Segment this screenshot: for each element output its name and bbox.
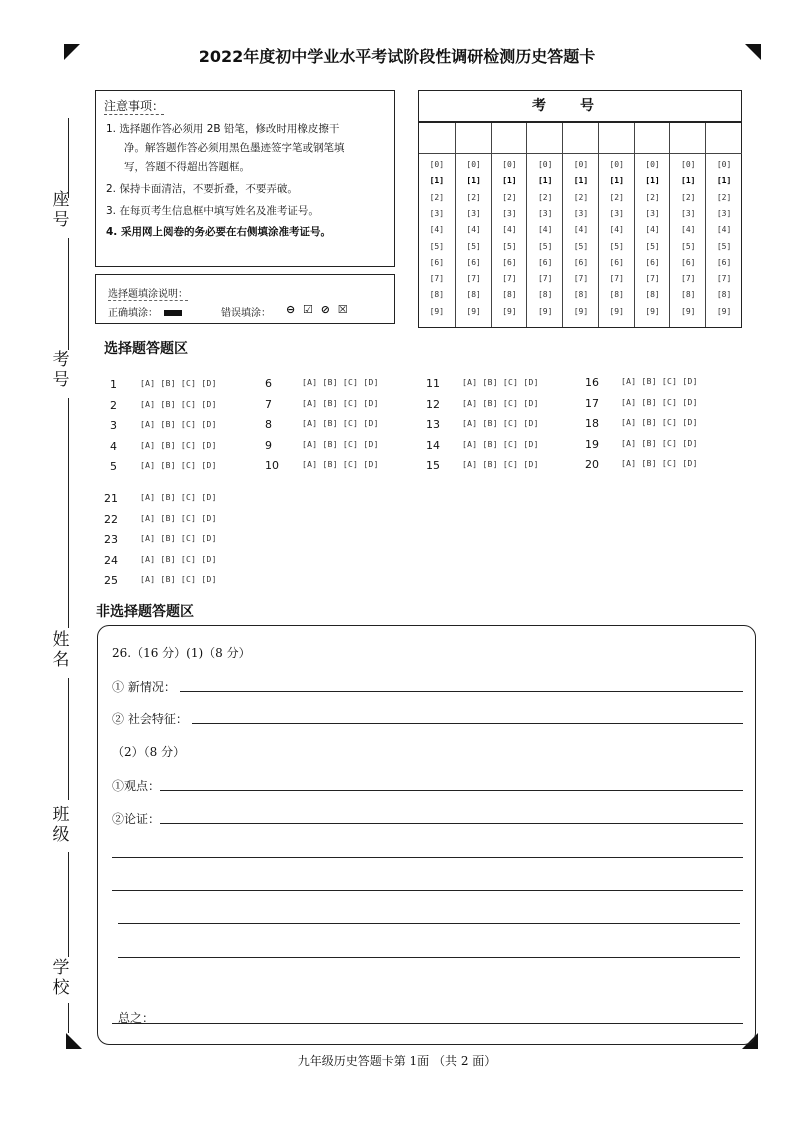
exam-number-bubble[interactable]: [7] (573, 274, 589, 284)
question-number: 23 (104, 533, 118, 547)
exam-number-box (418, 90, 742, 328)
exam-number-column[interactable] (455, 123, 492, 327)
exam-number-bubble[interactable]: [5] (466, 241, 481, 251)
exam-number-bubble[interactable]: [2] (716, 192, 732, 202)
exam-number-column[interactable] (491, 123, 528, 327)
viewpoint-label: ①观点： (112, 779, 161, 793)
exam-number-bubble[interactable]: [7] (716, 274, 732, 284)
answer-options[interactable]: [A] [B] [C] [D] (462, 378, 539, 387)
question-number: 18 (585, 417, 599, 431)
exam-number-column[interactable] (526, 123, 563, 327)
non-choice-section-heading: 非选择题答题区 (96, 604, 194, 620)
exam-number-bubble[interactable]: [4] (681, 225, 696, 235)
exam-number-bubble[interactable]: [6] (645, 257, 660, 267)
exam-number-bubble[interactable]: [1] (466, 176, 481, 186)
exam-number-bubble[interactable]: [9] (681, 306, 696, 316)
exam-number-bubble[interactable]: [1] (609, 176, 624, 186)
exam-number-bubble[interactable]: [9] (609, 306, 624, 316)
exam-number-heading: 考号 (419, 91, 741, 123)
answer-line (192, 723, 743, 724)
exam-number-bubble[interactable]: [3] (681, 208, 696, 218)
argument-label: ②论证： (112, 812, 161, 826)
exam-number-bubble[interactable]: [6] (716, 257, 732, 267)
exam-number-bubble[interactable]: [5] (429, 241, 445, 251)
exam-number-bubble[interactable]: [6] (681, 257, 696, 267)
answer-options[interactable]: [A] [B] [C] [D] (302, 378, 379, 387)
exam-number-bubble[interactable]: [8] (716, 290, 732, 300)
conclusion-label: 总之： (118, 1011, 155, 1025)
exam-number-write-cell[interactable] (492, 123, 528, 154)
exam-number-bubble[interactable]: [4] (537, 225, 553, 235)
exam-number-bubble[interactable]: [1] (573, 176, 589, 186)
question-number: 19 (585, 437, 599, 451)
exam-number-bubble[interactable]: [9] (573, 306, 589, 316)
exam-number-bubble[interactable]: [0] (537, 160, 553, 169)
answer-options[interactable]: [A] [B] [C] [D] (140, 513, 217, 523)
question-number: 8 (265, 418, 272, 432)
exam-number-bubble[interactable]: [7] (466, 274, 481, 284)
exam-number-bubble[interactable]: [4] (645, 225, 660, 235)
exam-number-bubble[interactable]: [6] (502, 257, 517, 267)
question-number: 4 (110, 439, 117, 453)
question-number: 5 (110, 460, 117, 474)
exam-number-bubble[interactable]: [2] (573, 192, 589, 202)
social-feature-label: ② 社会特征： (112, 712, 188, 726)
answer-options[interactable]: [A] [B] [C] [D] (462, 419, 539, 429)
exam-number-bubble[interactable]: [0] (609, 160, 624, 169)
exam-number-bubble[interactable]: [6] (537, 257, 553, 267)
exam-number-bubble[interactable]: [0] (681, 160, 696, 169)
exam-number-bubble[interactable]: [0] (573, 160, 589, 169)
answer-options[interactable]: [A] [B] [C] [D] (302, 419, 379, 429)
answer-line (112, 890, 743, 891)
question-number: 3 (110, 419, 117, 433)
filled-mark-icon (164, 310, 182, 316)
question-number: 24 (104, 553, 118, 567)
side-divider (68, 852, 69, 957)
side-field-name: 姓名 (52, 630, 70, 670)
exam-number-bubble[interactable]: [9] (645, 306, 660, 316)
exam-number-bubble[interactable]: [9] (716, 306, 732, 316)
exam-number-bubble[interactable]: [4] (716, 225, 732, 235)
side-divider (68, 398, 69, 628)
answer-options[interactable]: [A] [B] [C] [D] (140, 461, 217, 471)
exam-number-bubble[interactable]: [3] (429, 208, 445, 218)
answer-options[interactable]: [A] [B] [C] [D] (462, 398, 539, 408)
exam-number-bubble[interactable]: [8] (681, 290, 696, 300)
side-divider (68, 678, 69, 800)
answer-options[interactable]: [A] [B] [C] [D] (140, 575, 217, 585)
exam-number-bubble[interactable]: [3] (609, 208, 624, 218)
answer-line (112, 1023, 743, 1024)
exam-number-bubble[interactable]: [1] (645, 176, 660, 186)
exam-number-bubble[interactable]: [5] (537, 241, 553, 251)
exam-number-bubble[interactable]: [2] (645, 192, 660, 202)
exam-number-bubble[interactable]: [0] (466, 160, 481, 169)
question-number: 14 (426, 438, 440, 452)
answer-options[interactable]: [A] [B] [C] [D] (302, 398, 379, 408)
exam-number-column[interactable] (669, 123, 706, 327)
exam-number-bubble[interactable]: [5] (716, 241, 732, 251)
question-number: 20 (585, 458, 599, 472)
exam-number-bubble[interactable]: [9] (466, 306, 481, 316)
exam-number-bubble[interactable]: [3] (502, 208, 517, 218)
side-divider (68, 238, 69, 350)
question-number: 7 (265, 397, 272, 411)
answer-line (160, 823, 743, 824)
exam-number-bubble[interactable]: [5] (609, 241, 624, 251)
exam-number-bubble[interactable]: [0] (645, 160, 660, 169)
answer-line (180, 691, 743, 692)
corner-mark-bottom-left (66, 1033, 82, 1049)
answer-options[interactable]: [A] [B] [C] [D] (140, 493, 217, 502)
answer-options[interactable]: [A] [B] [C] [D] (302, 460, 379, 470)
exam-number-bubble[interactable]: [7] (429, 274, 445, 284)
notice-box (95, 90, 395, 267)
answer-line (112, 857, 743, 858)
exam-number-bubble[interactable]: [6] (609, 257, 624, 267)
notice-item: 3. 在每页考生信息框中填写姓名及准考证号。 (106, 205, 319, 217)
answer-options[interactable]: [A] [B] [C] [D] (140, 554, 217, 564)
notice-item: 2. 保持卡面清洁，不要折叠，不要弄破。 (106, 183, 298, 195)
exam-number-bubble[interactable]: [1] (716, 176, 732, 186)
answer-line (160, 790, 743, 791)
side-field-seat: 座号 (52, 190, 70, 230)
question-number: 25 (104, 574, 118, 588)
question-number: 21 (104, 492, 118, 505)
exam-number-write-cell[interactable] (456, 123, 492, 154)
exam-number-write-cell[interactable] (635, 123, 671, 154)
side-divider (68, 1003, 69, 1033)
exam-number-bubble[interactable]: [4] (429, 225, 445, 235)
exam-number-write-cell[interactable] (563, 123, 599, 154)
exam-number-column[interactable] (419, 123, 455, 327)
answer-options[interactable]: [A] [B] [C] [D] (621, 438, 698, 448)
exam-number-bubble[interactable]: [5] (502, 241, 517, 251)
exam-number-bubble[interactable]: [5] (573, 241, 589, 251)
exam-number-bubble[interactable]: [2] (502, 192, 517, 202)
exam-number-bubble[interactable]: [6] (573, 257, 589, 267)
exam-number-bubble[interactable]: [5] (645, 241, 660, 251)
part2-header: （2）（8 分） (112, 745, 186, 759)
question-number: 10 (265, 459, 279, 473)
exam-number-bubble[interactable]: [8] (429, 290, 445, 300)
exam-number-bubble[interactable]: [3] (537, 208, 553, 218)
exam-number-bubble[interactable]: [9] (502, 306, 517, 316)
side-field-school: 学校 (52, 958, 70, 998)
question-number: 17 (585, 396, 599, 410)
question-number: 12 (426, 397, 440, 411)
exam-number-bubble[interactable]: [1] (502, 176, 517, 186)
exam-number-bubble[interactable]: [2] (429, 192, 445, 202)
exam-number-write-cell[interactable] (670, 123, 706, 154)
answer-options[interactable]: [A] [B] [C] [D] (302, 439, 379, 449)
exam-number-bubble[interactable]: [1] (537, 176, 553, 186)
q26-header: 26.（16 分）(1)（8 分） (112, 646, 251, 660)
exam-number-column[interactable] (634, 123, 671, 327)
answer-options[interactable]: [A] [B] [C] [D] (462, 460, 539, 470)
exam-number-write-cell[interactable] (419, 123, 455, 154)
question-number: 16 (585, 376, 599, 389)
side-field-exam-number: 考号 (52, 350, 70, 390)
exam-number-bubble[interactable]: [7] (609, 274, 624, 284)
exam-number-column[interactable] (598, 123, 635, 327)
exam-number-bubble[interactable]: [7] (537, 274, 553, 284)
answer-options[interactable]: [A] [B] [C] [D] (621, 418, 698, 428)
notice-item: 4. 采用网上阅卷的务必要在右侧填涂准考证号。 (106, 226, 331, 238)
exam-number-bubble[interactable]: [0] (716, 160, 732, 169)
wrong-fill-label: 错误填涂： (221, 308, 271, 319)
question-number: 22 (104, 512, 118, 526)
answer-options[interactable]: [A] [B] [C] [D] (621, 377, 698, 386)
exam-number-write-cell[interactable] (527, 123, 563, 154)
answer-options[interactable]: [A] [B] [C] [D] (621, 397, 698, 407)
exam-number-column[interactable] (705, 123, 742, 327)
wrong-fill-marks: ⊖ ☑ ⊘ ☒ (286, 303, 350, 316)
exam-number-bubble[interactable]: [8] (573, 290, 589, 300)
choice-section-heading: 选择题答题区 (104, 341, 188, 357)
notice-item: 写，答题不得超出答题框。 (124, 161, 250, 173)
exam-number-bubble[interactable]: [3] (645, 208, 660, 218)
exam-number-bubble[interactable]: [7] (681, 274, 696, 284)
exam-number-column[interactable] (562, 123, 599, 327)
correct-fill-example: 正确填涂： (108, 304, 182, 319)
answer-options[interactable]: [A] [B] [C] [D] (140, 534, 217, 544)
exam-number-bubble[interactable]: [7] (502, 274, 517, 284)
exam-number-bubble[interactable]: [1] (681, 176, 696, 186)
exam-number-write-cell[interactable] (599, 123, 635, 154)
answer-line (118, 957, 740, 958)
exam-number-bubble[interactable]: [4] (609, 225, 624, 235)
exam-number-bubble[interactable]: [1] (429, 176, 445, 186)
exam-number-bubble[interactable]: [9] (537, 306, 553, 316)
exam-number-bubble[interactable]: [0] (429, 160, 445, 169)
question-number: 1 (110, 378, 117, 391)
exam-number-bubble[interactable]: [9] (429, 306, 445, 316)
fill-guide-heading: 选择题填涂说明： (108, 285, 188, 301)
exam-number-bubble[interactable]: [5] (681, 241, 696, 251)
new-situation-label: ① 新情况： (112, 680, 176, 694)
side-divider (68, 118, 69, 198)
notice-item: 净。解答题作答必须用黑色墨迹签字笔或钢笔填 (124, 142, 345, 154)
page-footer: 九年级历史答题卡第 1面 （共 2 面） (297, 1054, 497, 1068)
question-number: 2 (110, 398, 117, 412)
exam-number-bubble[interactable]: [0] (502, 160, 517, 169)
answer-options[interactable]: [A] [B] [C] [D] (462, 439, 539, 449)
question-number: 13 (426, 418, 440, 432)
exam-number-bubble[interactable]: [6] (429, 257, 445, 267)
question-number: 6 (265, 377, 272, 390)
exam-number-bubble[interactable]: [2] (466, 192, 481, 202)
answer-line (118, 923, 740, 924)
exam-number-bubble[interactable]: [2] (681, 192, 696, 202)
answer-options[interactable]: [A] [B] [C] [D] (621, 459, 698, 469)
exam-number-bubble[interactable]: [8] (502, 290, 517, 300)
exam-number-bubble[interactable]: [7] (645, 274, 660, 284)
exam-number-bubble[interactable]: [3] (716, 208, 732, 218)
exam-number-bubble[interactable]: [3] (466, 208, 481, 218)
fill-guide-box (95, 274, 395, 324)
question-number: 11 (426, 377, 440, 390)
exam-number-bubble[interactable]: [4] (573, 225, 589, 235)
answer-options[interactable]: [A] [B] [C] [D] (140, 420, 217, 430)
answer-options[interactable]: [A] [B] [C] [D] (140, 379, 217, 388)
side-field-class: 班级 (52, 805, 70, 845)
exam-number-bubble[interactable]: [2] (537, 192, 553, 202)
answer-options[interactable]: [A] [B] [C] [D] (140, 440, 217, 450)
exam-number-bubble[interactable]: [8] (645, 290, 660, 300)
notice-item: 1. 选择题作答必须用 2B 铅笔，修改时用橡皮擦干 (106, 123, 340, 135)
question-number: 15 (426, 459, 440, 473)
question-number: 9 (265, 438, 272, 452)
exam-number-bubble[interactable]: [3] (573, 208, 589, 218)
exam-number-write-cell[interactable] (706, 123, 742, 154)
answer-options[interactable]: [A] [B] [C] [D] (140, 399, 217, 409)
answer-box-q26[interactable] (97, 625, 756, 1045)
exam-number-bubble[interactable]: [6] (466, 257, 481, 267)
exam-number-bubble[interactable]: [4] (502, 225, 517, 235)
exam-number-bubble[interactable]: [2] (609, 192, 624, 202)
exam-number-bubble[interactable]: [4] (466, 225, 481, 235)
exam-number-bubble[interactable]: [8] (609, 290, 624, 300)
exam-number-bubble[interactable]: [8] (466, 290, 481, 300)
notice-heading: 注意事项： (104, 99, 165, 113)
exam-number-bubble[interactable]: [8] (537, 290, 553, 300)
page-title: 2022年度初中学业水平考试阶段性调研检测历史答题卡 (198, 47, 596, 66)
